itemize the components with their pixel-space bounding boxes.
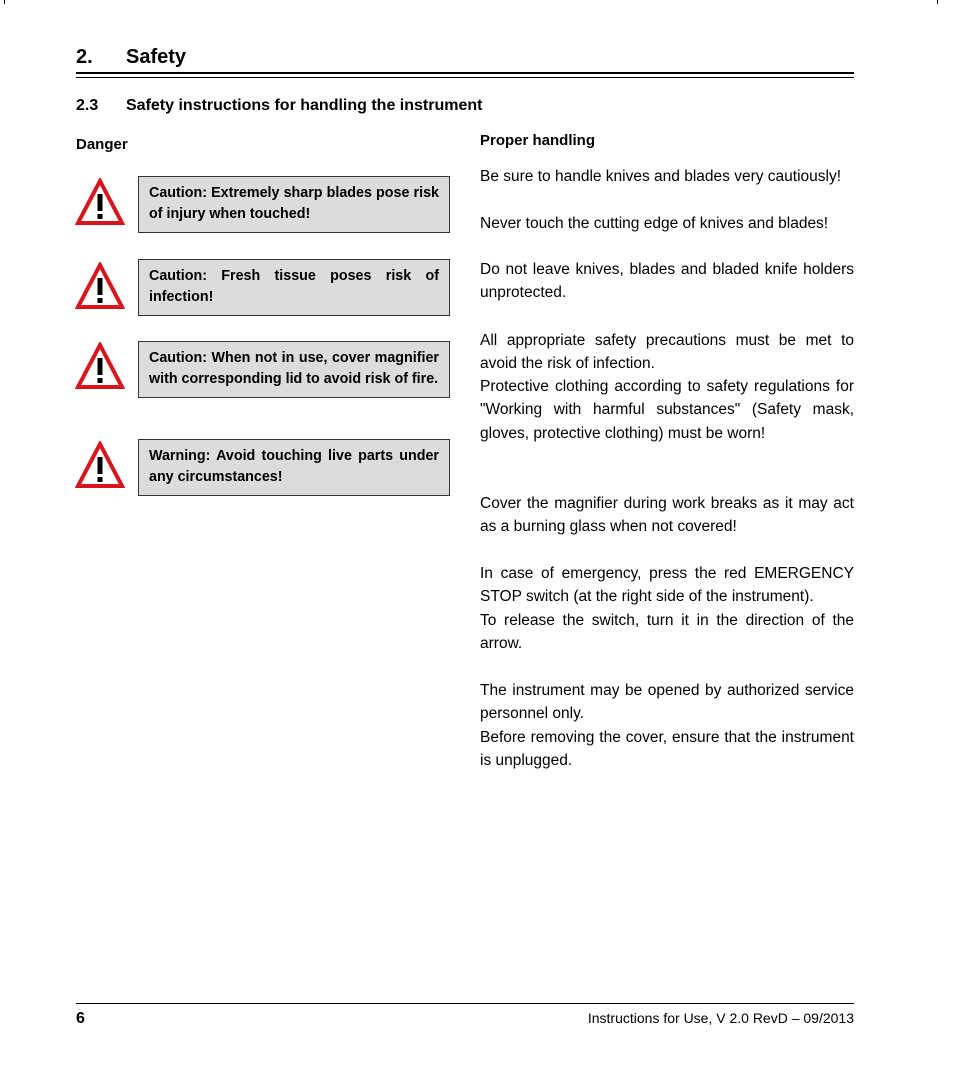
paragraph-infection-precautions: All appropriate safety precautions must be met to avoid the risk of infection. bbox=[480, 332, 854, 373]
warning-triangle-icon bbox=[75, 178, 125, 226]
warning-box-infection: Caution: Fresh tissue poses risk of infection! bbox=[138, 259, 450, 316]
warning-triangle-icon bbox=[75, 441, 125, 489]
chapter-heading bbox=[76, 46, 854, 72]
paragraph-protective-clothing: Protective clothing according to safety regulations for "Working with harmful substances" (Safety mask, gloves, protective clothing) must be worn! bbox=[480, 378, 854, 442]
section-number: 2.3 bbox=[76, 97, 99, 114]
danger-label: Danger bbox=[76, 136, 128, 153]
paragraph-unplugged: Before removing the cover, ensure that the instrument is unplugged. bbox=[480, 729, 854, 770]
page-number: 6 bbox=[76, 1010, 85, 1027]
paragraph-authorized-personnel: The instrument may be opened by authorized service personnel only. bbox=[480, 682, 854, 723]
chapter-title: Safety bbox=[126, 46, 187, 68]
paragraph-handle-cautiously: Be sure to handle knives and blades very cautiously! bbox=[480, 168, 842, 185]
chapter-number: 2. bbox=[76, 46, 93, 68]
section-heading bbox=[76, 97, 854, 121]
paragraph-release-switch: To release the switch, turn it in the direction of the arrow. bbox=[480, 612, 854, 653]
footer-document-info: Instructions for Use, V 2.0 RevD – 09/2013 bbox=[587, 1010, 854, 1026]
paragraph-emergency-stop: In case of emergency, press the red EMERGENCY STOP switch (at the right side of the instrument). bbox=[480, 565, 854, 606]
footer-rule bbox=[76, 1003, 854, 1004]
chapter-rule-thin bbox=[76, 77, 854, 78]
warning-box-live-parts: Warning: Avoid touching live parts under any circumstances! bbox=[138, 439, 450, 496]
crop-mark-right bbox=[937, 0, 938, 4]
paragraph-magnifier: Cover the magnifier during work breaks as it may act as a burning glass when not covered! bbox=[480, 495, 854, 536]
warning-triangle-icon bbox=[75, 262, 125, 310]
paragraph-unprotected: Do not leave knives, blades and bladed knife holders unprotected. bbox=[480, 261, 854, 302]
warning-box-magnifier-fire: Caution: When not in use, cover magnifier with corresponding lid to avoid risk of fire. bbox=[138, 341, 450, 398]
paragraph-cutting-edge: Never touch the cutting edge of knives and blades! bbox=[480, 215, 829, 232]
warning-box-sharp-blades: Caution: Extremely sharp blades pose risk of injury when touched! bbox=[138, 176, 450, 233]
chapter-rule-thick bbox=[76, 72, 854, 74]
section-title: Safety instructions for handling the instrument bbox=[126, 97, 483, 114]
proper-handling-heading: Proper handling bbox=[480, 132, 596, 149]
crop-mark-left bbox=[4, 0, 5, 4]
warning-triangle-icon bbox=[75, 342, 125, 390]
